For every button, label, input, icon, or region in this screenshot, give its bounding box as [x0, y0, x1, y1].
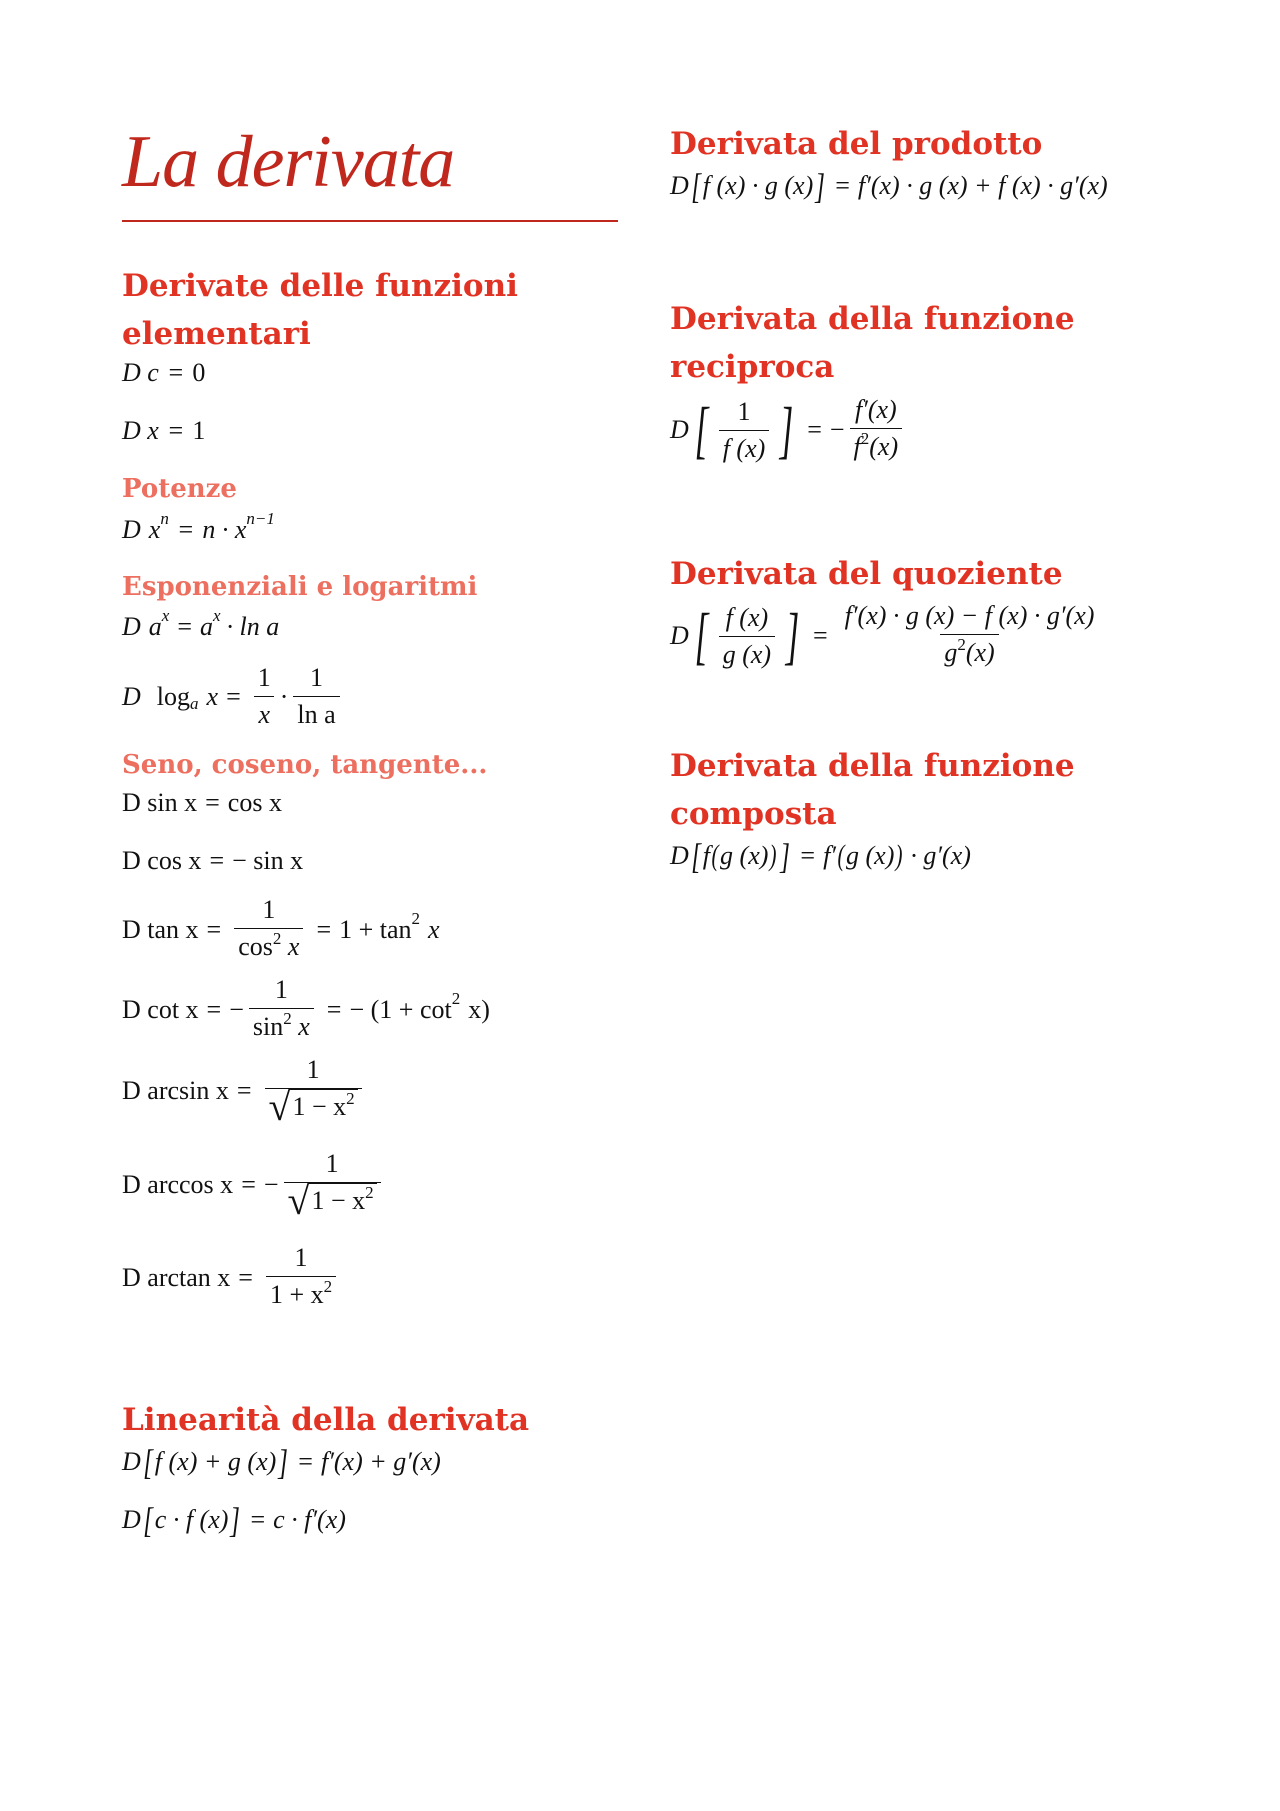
heading-quoziente: Derivata del quoziente	[670, 556, 1063, 592]
formula-linearita-somma: D [ f (x) + g (x) ] = f′(x) + g′(x)	[122, 1442, 441, 1482]
formula-arcotangente: D arctan x = $\frac{1}{1 + x^2}$	[122, 1240, 341, 1316]
formula-reciproca: D [ $\frac{1}{f (x)}$ ] = − $\frac{f'(x)}{f^2(x)}$	[670, 392, 907, 468]
title-divider	[122, 220, 618, 222]
formula-costante: D c = 0	[122, 358, 206, 387]
page-title: La derivata	[122, 121, 455, 203]
formula-linearita-costante: D [ c · f (x) ] = c · f′(x)	[122, 1500, 346, 1540]
formula-tangente: D tan x = $\frac{1}{\cos^2 x}$ = 1 + tan 2 x	[122, 892, 440, 968]
formula-esponenziale: D a x = a x · ln a	[122, 606, 280, 641]
formula-prodotto: D [ f (x) · g (x) ] = f′(x) · g (x) + f (x) · g′(x)	[670, 166, 1108, 206]
formula-arcocoseno: D arccos x = − 1 √ $1 - x^2$	[122, 1146, 386, 1224]
formula-potenza: D x n = n · x n−1	[122, 509, 275, 544]
formula-logaritmo: D log a x = $\frac{1}{x}$ · $\frac{1}{\text{ln a}}$	[122, 660, 345, 733]
heading-reciproca: Derivata della funzione reciproca	[670, 301, 1075, 385]
heading-elementari: Derivate delle funzioni elementari	[122, 268, 518, 352]
heading-trigonometriche: Seno, coseno, tangente...	[122, 750, 488, 780]
formula-arcoseno: D arcsin x = 1 √ $1 - x^2$	[122, 1052, 367, 1130]
heading-esponenziali: Esponenziali e logaritmi	[122, 572, 478, 602]
heading-prodotto: Derivata del prodotto	[670, 126, 1043, 162]
formula-identita: D x = 1	[122, 416, 206, 445]
heading-composta: Derivata della funzione composta	[670, 748, 1075, 832]
formula-cotangente: D cot x = − $\frac{1}{\sin^2 x}$ = − (1 + cot 2 x)	[122, 972, 490, 1048]
heading-potenze: Potenze	[122, 474, 237, 504]
heading-linearita: Linearità della derivata	[122, 1402, 530, 1438]
formula-composta: D [ f ( g (x) ) ] = f′ ( g (x) ) · g′(x)	[670, 836, 971, 876]
formula-seno: D sin x = cos x	[122, 788, 282, 817]
formula-quoziente: D [ $\frac{f (x)}{g (x)}$ ] = $\frac{f'(x) \cdot g (x) - f (x) \cdot g'(x)}{g^2(x)}$	[670, 598, 1103, 674]
formula-coseno: D cos x = − sin x	[122, 846, 304, 875]
